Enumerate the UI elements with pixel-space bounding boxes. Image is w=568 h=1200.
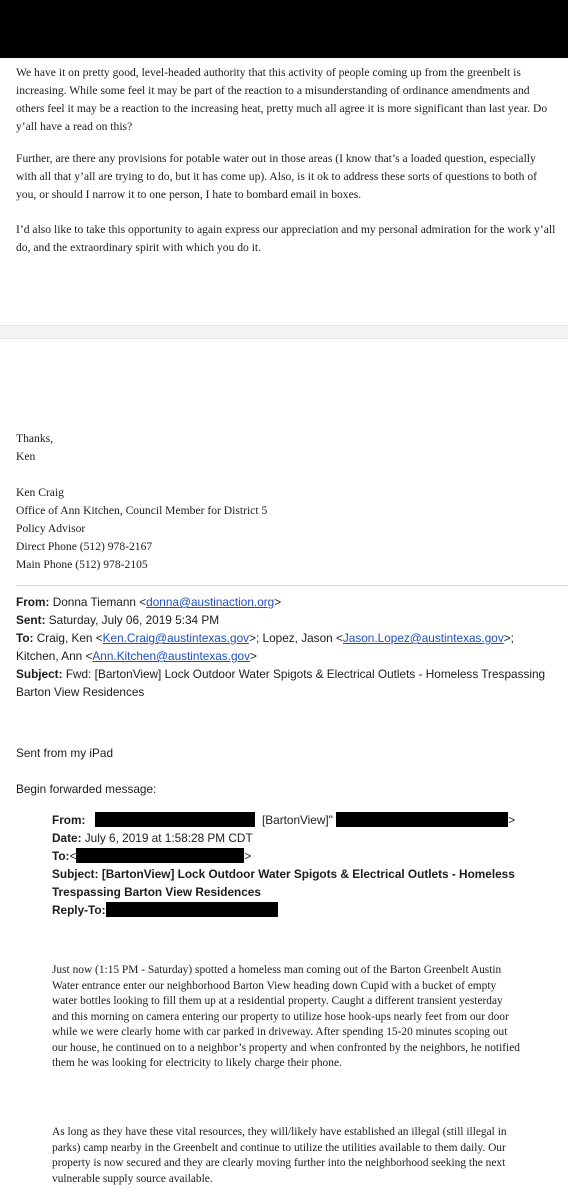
signature-direct-phone: Direct Phone (512) 978-2167: [16, 540, 153, 553]
fwd-from-label: From:: [52, 813, 86, 827]
email-subject-row: [16, 665, 556, 701]
email-subject-value: Fwd: [BartonView] Lock Outdoor Water Spigots & Electrical Outlets - Homeless Trespassing Barton View Residences: [16, 667, 546, 699]
email-to-part-2: >; Lopez, Jason <: [249, 631, 343, 645]
email-to-part-4: >: [250, 649, 257, 663]
letter-paragraph-2: Further, are there any provisions for potable water out in those areas (I know that’s a loaded question, especially with all that y’all are trying to do, but it has come up). Also, is it ok to address these sorts of questions to both of you, or should I narrow it to one person, I hate to bombard email in boxes.: [16, 152, 538, 201]
signature-main-phone: Main Phone (512) 978-2105: [16, 558, 148, 571]
email-to-link-3[interactable]: Ann.Kitchen@austintexas.gov: [92, 649, 250, 663]
fwd-subject-row: [52, 865, 552, 901]
letter-paragraph-3: I’d also like to take this opportunity to again express our appreciation and my personal admiration for the work y’all do, and the extraordinary spirit with which you do it.: [16, 223, 556, 254]
email-sent-value: Saturday, July 06, 2019 5:34 PM: [48, 613, 220, 627]
redaction-block: [95, 812, 255, 827]
fwd-to-open: <: [69, 849, 77, 863]
signature-first-name: Ken: [16, 450, 36, 463]
begin-forwarded-line: Begin forwarded message:: [16, 782, 157, 796]
signature-office: Office of Ann Kitchen, Council Member for District 5: [16, 504, 268, 517]
fwd-subject-label: Subject:: [52, 867, 99, 881]
email-sent-label: Sent:: [16, 613, 46, 627]
email-to-part-3: >; Kitchen, Ann <: [16, 631, 514, 663]
email-from-close: >: [274, 595, 282, 609]
redaction-bar-top: [0, 0, 568, 58]
fwd-from-end: >: [508, 813, 516, 827]
email-to-link-2[interactable]: Jason.Lopez@austintexas.gov: [342, 631, 504, 645]
fwd-from-row: [52, 811, 552, 829]
email-subject-label: Subject:: [16, 667, 63, 681]
signature-block: [16, 430, 416, 574]
redaction-block: [336, 812, 508, 827]
email-to-row: [16, 629, 556, 665]
email-to-part-1: Craig, Ken <: [36, 631, 103, 645]
email-from-label: From:: [16, 595, 50, 609]
fwd-to-label: To:: [52, 849, 70, 863]
email-sent-row: [16, 611, 556, 629]
email-to-label: To:: [16, 631, 34, 645]
email-headers: [16, 593, 556, 701]
fwd-to-close: >: [244, 849, 252, 863]
fwd-to-row: [52, 847, 552, 865]
forwarded-headers: [52, 811, 552, 919]
fwd-replyto-label: Reply-To:: [52, 903, 106, 917]
fwd-date-label: Date:: [52, 831, 82, 845]
fwd-date-value: July 6, 2019 at 1:58:28 PM CDT: [84, 831, 253, 845]
signature-thanks: Thanks,: [16, 432, 54, 445]
email-from-name: Donna Tiemann <: [52, 595, 147, 609]
fwd-replyto-row: [52, 901, 552, 919]
sent-from-line: Sent from my iPad: [16, 746, 114, 760]
signature-name: Ken Craig: [16, 486, 64, 499]
redaction-block: [76, 848, 244, 863]
fwd-date-row: [52, 829, 552, 847]
email-from-link[interactable]: donna@austinaction.org: [146, 595, 275, 609]
email-to-link-1[interactable]: Ken.Craig@austintexas.gov: [102, 631, 250, 645]
header-divider: [16, 585, 568, 586]
redaction-block: [106, 902, 278, 917]
body-paragraph-2: As long as they have these vital resources, they will/likely have established an illegal (still illegal in parks) camp nearby in the Greenbelt and continue to utilize the utilities available to them daily. Our property is now secured and they are clearly moving further into the neighborhood seeking the next vulnerable supply source available.: [52, 1126, 507, 1185]
email-from-row: [16, 593, 556, 611]
body-paragraph-1: Just now (1:15 PM - Saturday) spotted a homeless man coming out of the Barton Greenbelt Austin Water entrance enter our neighborhood Barton View heading down Cupid with a bucket of empty water bottles looking to fill them up at a residential property. Caught a different transient yesterday and this morning on camera entering our property to utilize hose hook-ups nearly feet from our door while we were clearly home with car parked in driveway. After spending 15-20 minutes scoping out our house, he continued on to a neighbor’s property and when confronted by the neighbors, he notified them he was looking for electricity to likely charge their phone.: [52, 964, 520, 1069]
letter-paragraph-1: We have it on pretty good, level-headed authority that this activity of people coming up from the greenbelt is increasing. While some feel it may be part of the reaction to a misunderstanding of ordinance amendments and others feel it may be a reaction to the increasing heat, pretty much all agree it is more significant than last year. Do y’all have a read on this?: [16, 66, 548, 133]
fwd-from-list: [BartonView]": [261, 813, 333, 827]
page-separator: [0, 325, 568, 339]
signature-role: Policy Advisor: [16, 522, 86, 535]
fwd-subject-value: [BartonView] Lock Outdoor Water Spigots & Electrical Outlets - Homeless Trespassing Barton View Residences: [52, 867, 515, 899]
